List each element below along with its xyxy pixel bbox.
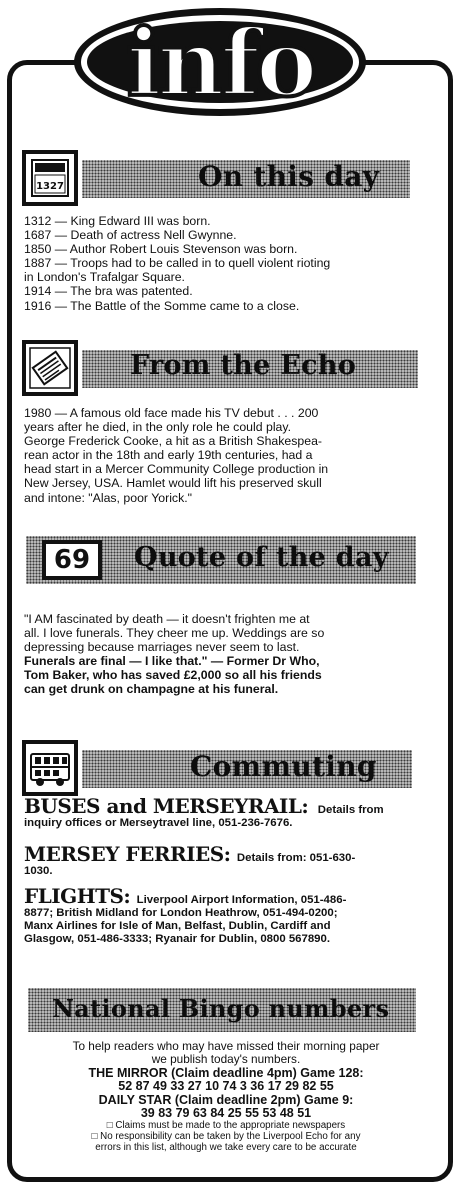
on-this-day-title: On this day <box>198 160 380 193</box>
list-item: 1312 — King Edward III was born. <box>24 214 211 228</box>
flights-text-cont: Manx Airlines for Isle of Man, Belfast, Dublin, Cardiff and <box>24 920 331 932</box>
flights-text: Liverpool Airport Information, 051-486- <box>136 894 347 906</box>
flights-title: FLIGHTS: <box>24 884 131 908</box>
on-this-day-header <box>22 150 426 206</box>
ferries-text: Details from: 051-630- <box>236 852 356 864</box>
newspaper-icon <box>22 340 78 396</box>
quote-icon <box>42 540 102 580</box>
text-line: head start in a Mercer Community College production in <box>24 462 329 477</box>
text-line: years after he died, in the only role he could play. <box>24 420 292 435</box>
bingo-intro: To help readers who may have missed their morning paper <box>72 1039 380 1053</box>
from-the-echo-header <box>22 340 426 396</box>
bingo-note: errors in this list, although we take every care to be accurate <box>95 1142 357 1154</box>
list-item: 1850 — Author Robert Louis Stevenson was born. <box>24 242 298 257</box>
mirror-title: THE MIRROR (Claim deadline 4pm) Game 128: <box>88 1065 364 1080</box>
bingo-header <box>22 988 426 1032</box>
text-line: all. I love funerals. They cheer me up. Weddings are so <box>24 626 325 641</box>
flights-text-cont: Glasgow, 051-486-3333; Ryanair for Dublin, 0800 567890. <box>24 933 331 945</box>
logo-text: info <box>126 9 314 117</box>
calendar-icon <box>22 150 78 206</box>
star-title: DAILY STAR (Claim deadline 2pm) Game 9: <box>98 1092 354 1107</box>
from-the-echo-title: From the Echo <box>130 350 357 381</box>
ferries-title: MERSEY FERRIES: <box>24 842 231 866</box>
buses-text-cont: inquiry offices or Merseytravel line, 051-236-7676. <box>24 817 293 829</box>
ferries-info <box>24 842 428 878</box>
buses-info <box>24 794 428 830</box>
list-item: 1887 — Troops had to be called in to quell violent rioting <box>24 256 331 271</box>
star-numbers: 39 83 79 63 84 25 55 53 48 51 <box>140 1106 312 1121</box>
commuting-title: Commuting <box>190 750 377 783</box>
quote-title: Quote of the day <box>134 542 389 573</box>
text-line: can get drunk on champagne at his funeral. <box>24 682 279 697</box>
bingo-note: □ No responsibility can be taken by the Liverpool Echo for any <box>91 1131 361 1143</box>
text-line: rean actor in the 18th and early 19th centuries, had a <box>24 448 313 463</box>
svg-text:1327: 1327 <box>36 181 64 192</box>
ferries-text-cont: 1030. <box>24 865 53 877</box>
quote-icon-text: 69 <box>53 545 91 575</box>
flights-text-cont: 8877; British Midland for London Heathrow, 051-494-0200; <box>24 907 338 919</box>
flights-info <box>24 884 428 946</box>
bingo-body <box>24 1040 428 1153</box>
text-line: 1980 — A famous old face made his TV debut . . . 200 <box>24 406 319 420</box>
buses-text: Details from <box>317 804 384 816</box>
list-item: 1914 — The bra was patented. <box>24 284 193 299</box>
from-the-echo-body <box>24 406 428 505</box>
list-item: 1916 — The Battle of the Somme came to a close. <box>24 298 300 313</box>
text-line: depressing because marriages never seem to last. <box>24 640 300 655</box>
on-this-day-list <box>24 214 428 313</box>
text-line: and intone: "Alas, poor Yorick." <box>24 490 193 505</box>
bus-icon <box>22 740 78 796</box>
bingo-intro: we publish today's numbers. <box>151 1052 301 1067</box>
commuting-header <box>22 740 426 796</box>
bingo-title: National Bingo numbers <box>52 994 390 1023</box>
bingo-note: □ Claims must be made to the appropriate newspapers <box>106 1120 346 1132</box>
quote-header <box>26 532 430 588</box>
mirror-numbers: 52 87 49 33 27 10 74 3 36 17 29 82 55 <box>118 1079 334 1094</box>
text-line: Funerals are final — I like that." — Former Dr Who, <box>24 654 320 669</box>
text-line: "I AM fascinated by death — it doesn't frighten me at <box>24 612 310 626</box>
list-item: 1687 — Death of actress Nell Gwynne. <box>24 228 237 243</box>
quote-body <box>24 612 428 697</box>
text-line: George Frederick Cooke, a hit as a British Shakespea- <box>24 434 323 449</box>
list-item: in London's Trafalgar Square. <box>24 270 185 285</box>
buses-title: BUSES and MERSEYRAIL: <box>24 794 309 818</box>
info-logo <box>70 2 370 117</box>
text-line: Tom Baker, who has saved £2,000 so all his friends <box>24 668 322 683</box>
text-line: New Jersey, USA. Hamlet would lift his preserved skull <box>24 476 322 491</box>
